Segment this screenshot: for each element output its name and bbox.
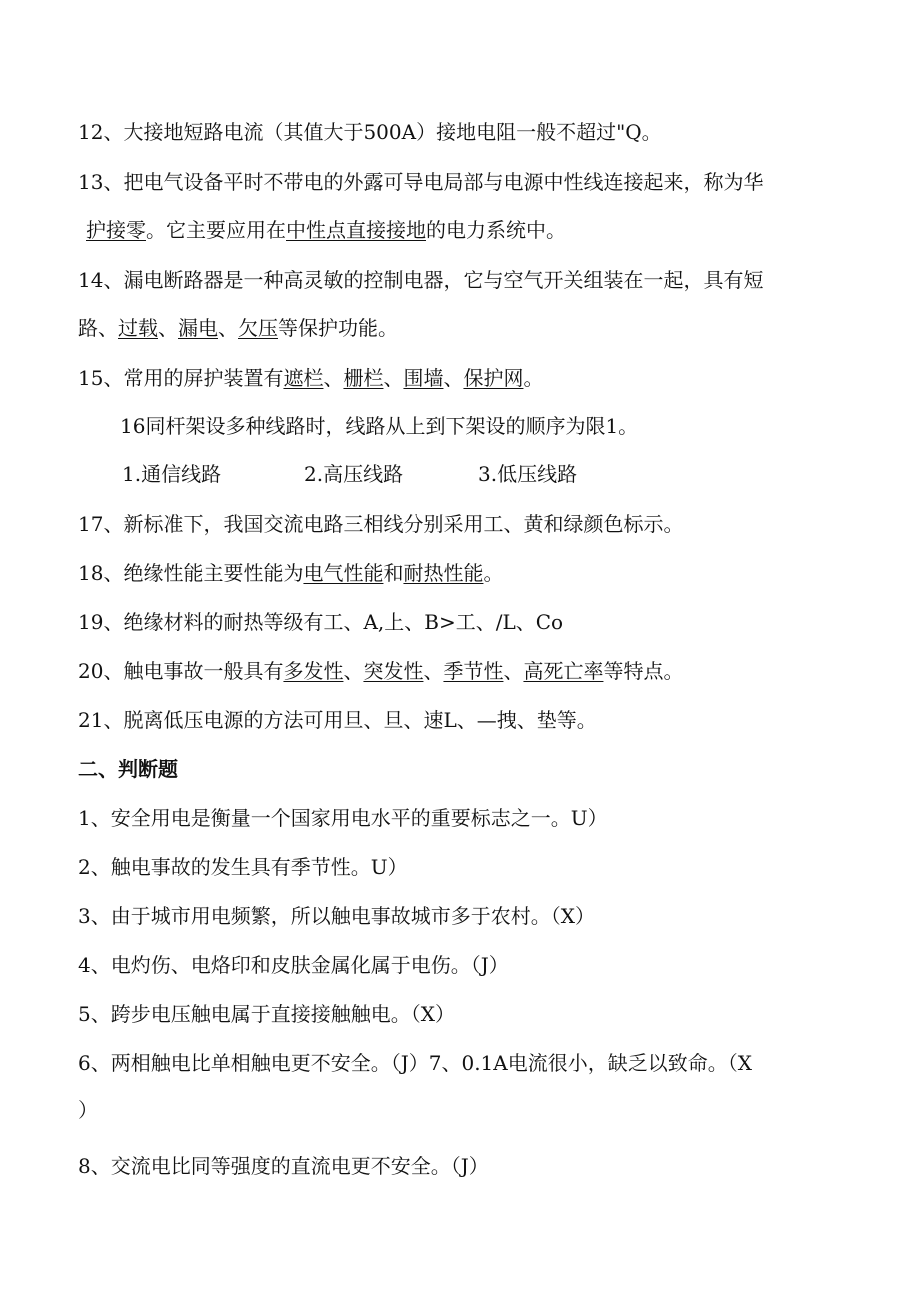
judge-6-7-line2: ） (78, 1098, 98, 1122)
answer-blank: 季节性 (443, 659, 504, 683)
answer-blank: 中性点直接接地 (286, 218, 426, 242)
judge-8: 8、交流电比同等强度的直流电更不安全。（J） (78, 1154, 489, 1178)
question-12: 12、大接地短路电流（其值大于500A）接地电阻一般不超过"Q。 (78, 120, 662, 144)
answer-blank: 高死亡率 (523, 659, 604, 683)
answer-blank: 电气性能 (303, 561, 384, 585)
answer-blank: 遮栏 (283, 366, 324, 390)
answer-blank: 围墙 (403, 366, 444, 390)
answer-blank: 保护网 (463, 366, 524, 390)
question-14-line1: 14、漏电断路器是一种高灵敏的控制电器，它与空气开关组装在一起，具有短 (78, 268, 764, 292)
section-title-judgment: 二、判断题 (78, 757, 178, 781)
option-1: 1.通信线路 (122, 462, 222, 486)
question-14-line2: 路、过载、漏电、欠压等保护功能。 (78, 316, 398, 340)
question-15: 15、常用的屏护装置有遮栏、栅栏、围墙、保护网。 (78, 366, 544, 390)
judge-5: 5、跨步电压触电属于直接接触触电。（X） (78, 1002, 455, 1026)
question-21: 21、脱离低压电源的方法可用旦、旦、速L、—拽、垫等。 (78, 708, 597, 732)
answer-blank: 过载 (118, 316, 158, 340)
question-16: 16同杆架设多种线路时，线路从上到下架设的顺序为限1。 (120, 414, 639, 438)
judge-6-7-line1: 6、两相触电比单相触电更不安全。（J）7、0.1A电流很小，缺乏以致命。（X (78, 1051, 752, 1075)
judge-2: 2、触电事故的发生具有季节性。U） (78, 855, 408, 879)
option-3: 3.低压线路 (478, 462, 578, 486)
answer-blank: 欠压 (238, 316, 278, 340)
question-17: 17、新标准下，我国交流电路三相线分别采用工、黄和绿颜色标示。 (78, 512, 684, 536)
question-16-options (122, 460, 920, 488)
option-2: 2.高压线路 (304, 462, 404, 486)
question-18: 18、绝缘性能主要性能为电气性能和耐热性能。 (78, 561, 504, 585)
question-13-line2: 护接零。它主要应用在中性点直接接地的电力系统中。 (86, 218, 566, 242)
answer-blank: 多发性 (283, 659, 344, 683)
judge-4: 4、电灼伤、电烙印和皮肤金属化属于电伤。（J） (78, 953, 509, 977)
answer-blank: 护接零 (86, 218, 146, 242)
question-13-line1: 13、把电气设备平时不带电的外露可导电局部与电源中性线连接起来，称为华 (78, 170, 764, 194)
answer-blank: 漏电 (178, 316, 218, 340)
judge-1: 1、安全用电是衡量一个国家用电水平的重要标志之一。U） (78, 806, 608, 830)
answer-blank: 栅栏 (343, 366, 384, 390)
answer-blank: 突发性 (363, 659, 424, 683)
judge-3: 3、由于城市用电频繁，所以触电事故城市多于农村。（X） (78, 904, 595, 928)
question-20: 20、触电事故一般具有多发性、突发性、季节性、高死亡率等特点。 (78, 659, 684, 683)
answer-blank: 耐热性能 (403, 561, 484, 585)
question-19: 19、绝缘材料的耐热等级有工、A,上、B>工、/L、Co (78, 610, 564, 634)
